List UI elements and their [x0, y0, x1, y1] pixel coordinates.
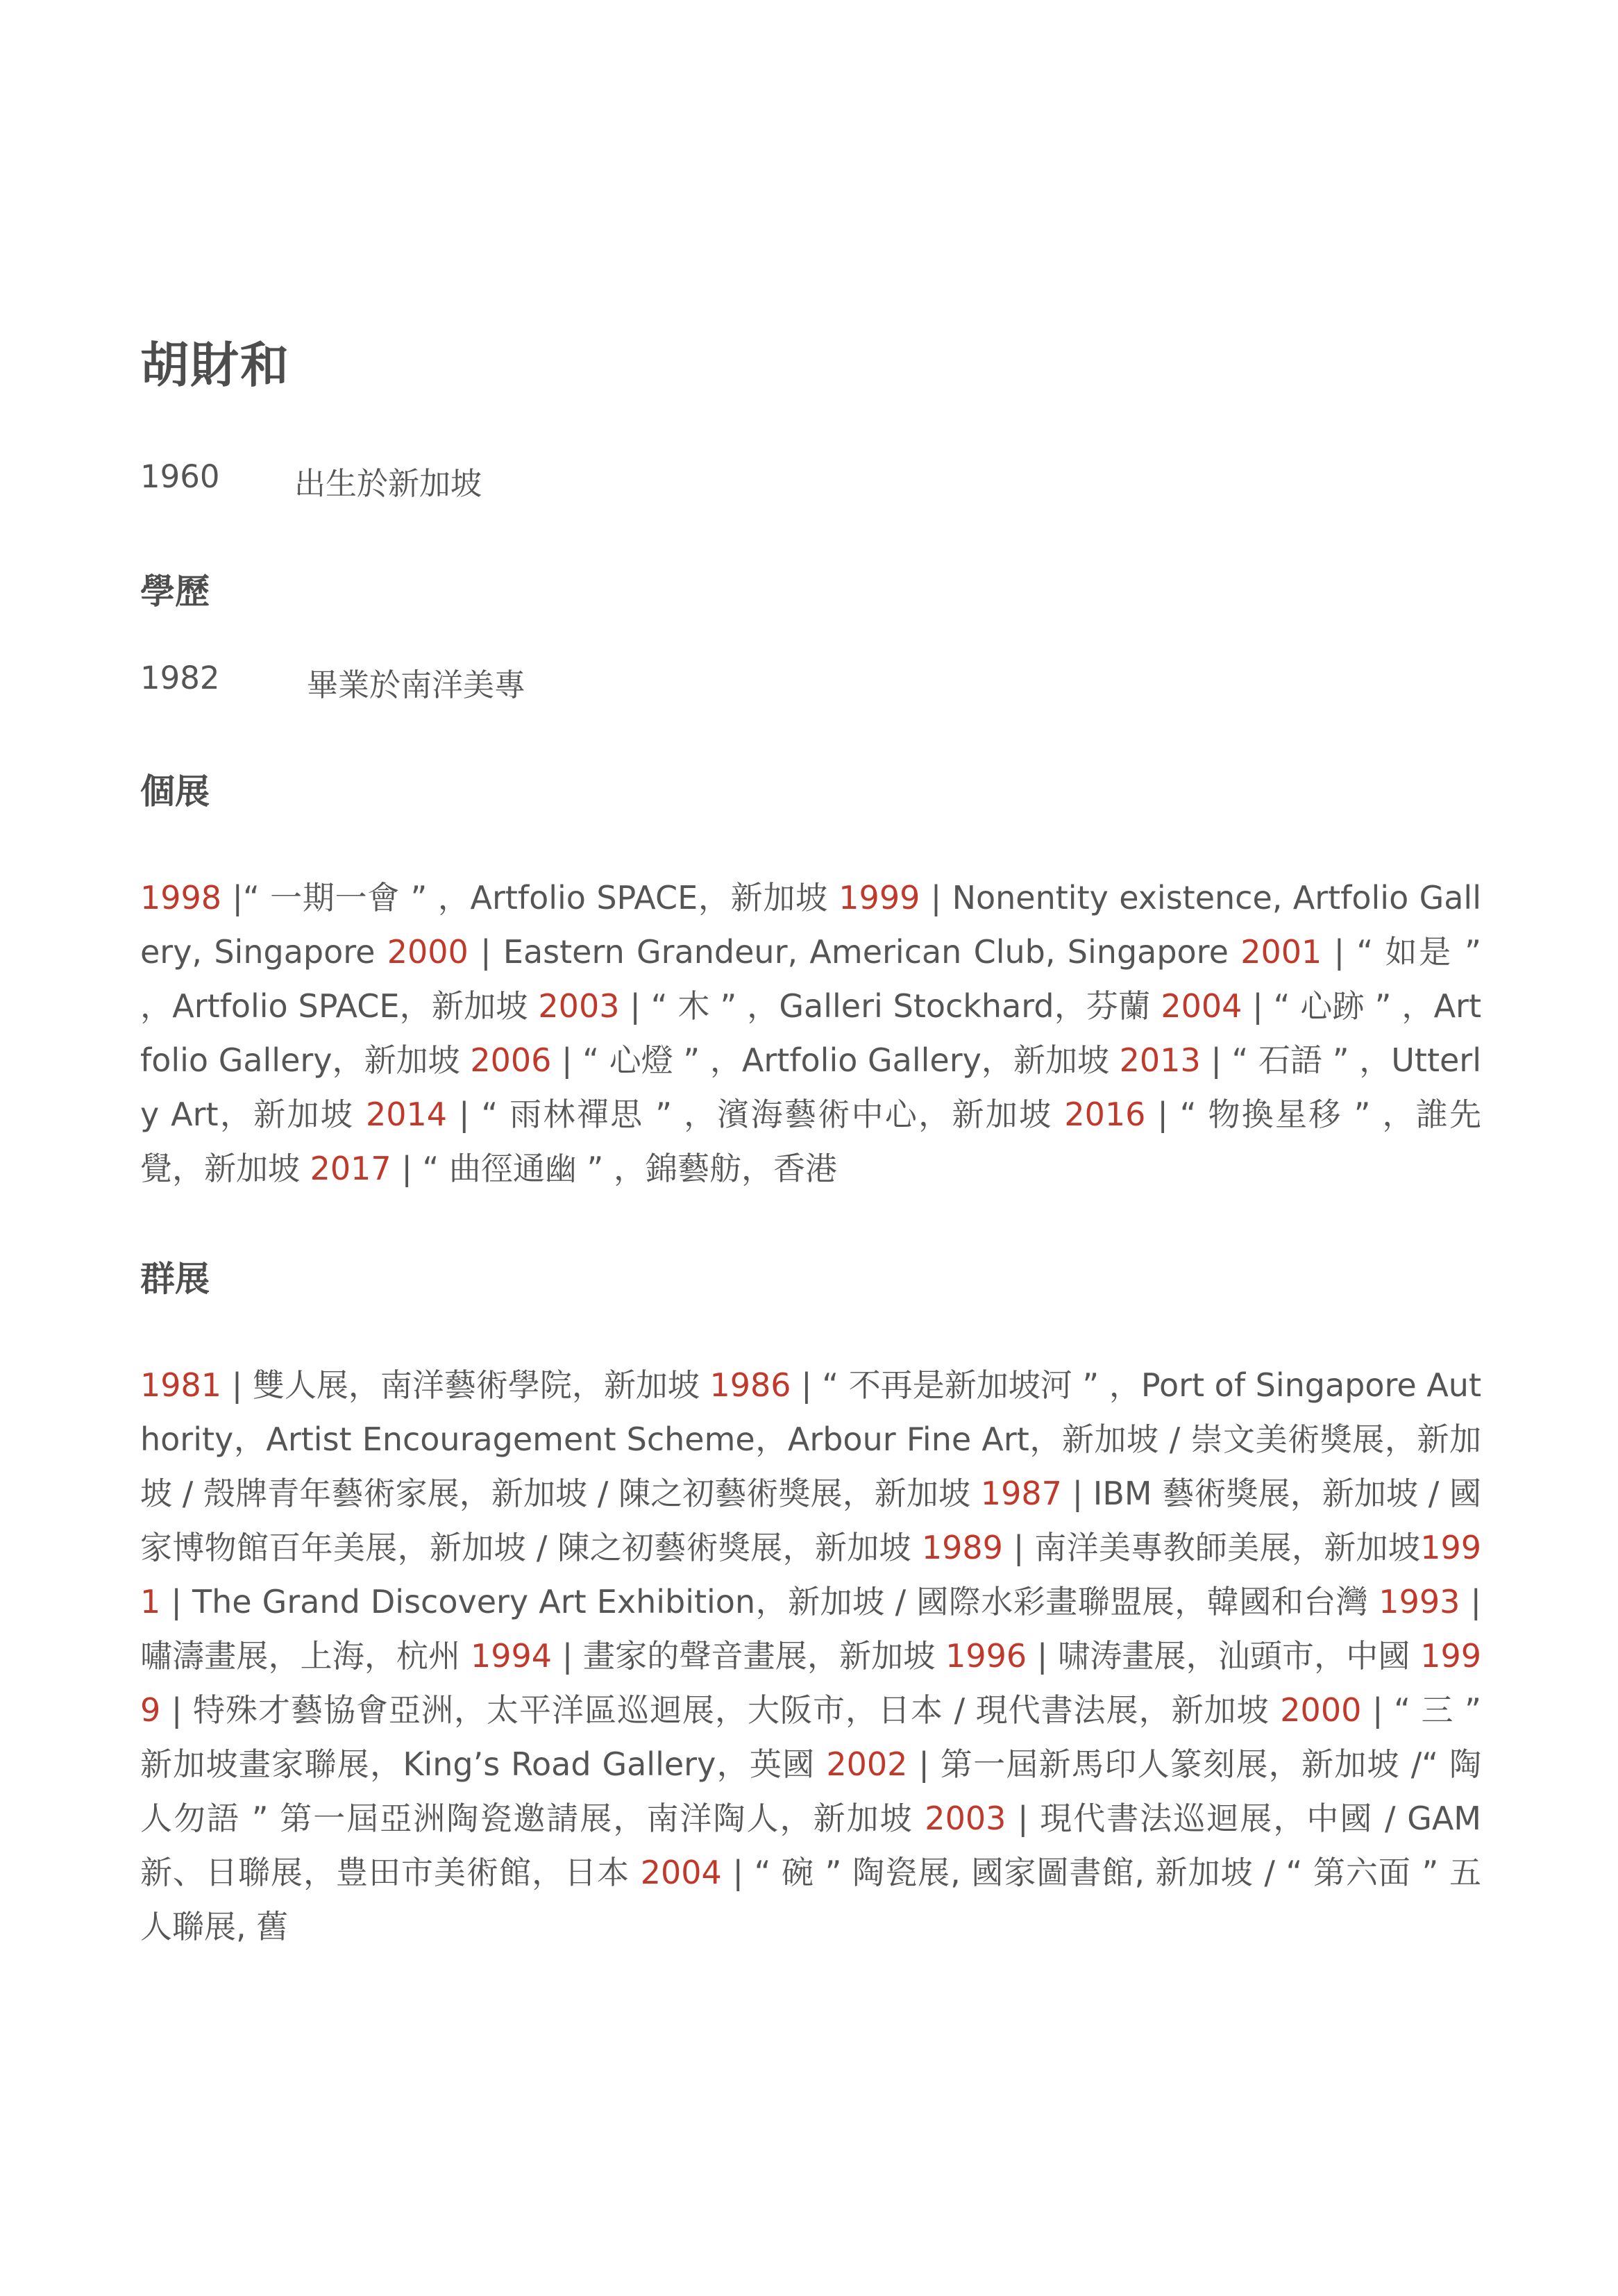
- solo-entry-text: | “ 曲徑通幽 ” ，錦藝舫，香港: [391, 1150, 837, 1187]
- group-entry-text: | IBM 藝術獎展，新加坡 / 國家博物館百年美展，新加坡 / 陳之初藝術獎展，新加坡: [140, 1475, 1481, 1566]
- solo-entry-year: 2000: [387, 933, 469, 971]
- group-entry-year: 1991: [140, 1529, 1481, 1620]
- birth-text: 出生於新加坡: [294, 465, 482, 502]
- education-heading: 學歷: [140, 571, 210, 612]
- group-entry-text: | The Grand Discovery Art Exhibition，新加坡 / 國際水彩畫聯盟展，韓國和台灣: [160, 1583, 1379, 1620]
- artist-name: 胡財和: [140, 337, 290, 394]
- group-entry-text: | “ 不再是新加坡河 ” ，Port of Singapore Authority，Artist Encouragement Scheme，Arbour Fine Art，新加坡 / 崇文美術獎展，新加坡 / 殼牌青年藝術家展，新加坡 / 陳之初藝術獎展，新加坡: [140, 1366, 1481, 1512]
- group-entry-year: 1986: [709, 1366, 791, 1404]
- group-entry-year: 1981: [140, 1366, 222, 1404]
- group-entry-year: 1993: [1379, 1583, 1460, 1620]
- group-entry-text: | 嘯濤畫展，上海，杭州: [140, 1583, 1481, 1675]
- group-entry-year: 2003: [925, 1800, 1006, 1837]
- group-exhibitions: [140, 1358, 1481, 1954]
- group-entry-text: | “ 三 ” 新加坡畫家聯展，King’s Road Gallery，英國: [140, 1691, 1481, 1783]
- solo-entry-year: 2006: [470, 1041, 552, 1079]
- group-entry-text: | 現代書法巡迴展，中國 / GAM 新、日聯展，豊田市美術館，日本: [140, 1800, 1481, 1891]
- solo-entry-text: | “ 雨林禪思 ” ，濱海藝術中心，新加坡: [447, 1096, 1065, 1133]
- education-year: 1982: [140, 660, 220, 696]
- solo-entry-year: 1999: [839, 879, 920, 916]
- solo-entry-year: 2001: [1240, 933, 1322, 971]
- solo-entry-text: |“ 一期一會 ” ，Artfolio SPACE，新加坡: [221, 879, 839, 916]
- group-heading: 群展: [140, 1259, 210, 1299]
- solo-entry-text: | “ 物換星移 ” ，誰先覺，新加坡: [140, 1096, 1481, 1187]
- solo-entry-text: | “ 木 ” ，Galleri Stockhard，芬蘭: [619, 987, 1161, 1025]
- group-entry-text: | 啸涛畫展，汕頭市，中國: [1027, 1637, 1421, 1675]
- group-entry-year: 2002: [826, 1745, 908, 1783]
- group-entry-text: | 特殊才藝協會亞洲，太平洋區巡迴展，大阪市，日本 / 現代書法展，新加坡: [160, 1691, 1281, 1729]
- group-entry-year: 2000: [1280, 1691, 1362, 1729]
- solo-entry-text: | Eastern Grandeur, American Club, Singapore: [468, 933, 1241, 971]
- group-entry-year: 1996: [945, 1637, 1027, 1675]
- group-entry-text: | 第一屆新馬印人篆刻展，新加坡 /“ 陶人勿語 ” 第一屆亞洲陶瓷邀請展，南洋陶人，新加坡: [140, 1745, 1481, 1837]
- birth-row: [140, 458, 482, 502]
- solo-entry-year: 2016: [1064, 1096, 1146, 1133]
- group-entry-year: 2004: [640, 1854, 722, 1891]
- group-entry-text: | 雙人展，南洋藝術學院，新加坡: [221, 1366, 710, 1404]
- group-entry-text: | “ 碗 ” 陶瓷展, 國家圖書館, 新加坡 / “ 第六面 ” 五人聯展, 舊: [140, 1854, 1482, 1945]
- group-entry-text: | 畫家的聲音畫展，新加坡: [552, 1637, 946, 1675]
- birth-year: 1960: [140, 458, 220, 495]
- solo-entry-year: 2013: [1119, 1041, 1201, 1079]
- solo-entry-year: 1998: [140, 879, 222, 916]
- group-entry-year: 1999: [140, 1637, 1481, 1729]
- solo-entry-text: | “ 石語 ” ，Utterly Art，新加坡: [140, 1041, 1481, 1133]
- solo-entry-text: | “ 心跡 ” ，Artfolio Gallery，新加坡: [140, 987, 1482, 1079]
- solo-entry-year: 2017: [310, 1150, 391, 1187]
- education-text: 畢業於南洋美專: [307, 667, 526, 703]
- solo-entry-year: 2004: [1161, 987, 1242, 1025]
- solo-entry-text: | “ 如是 ” ，Artfolio SPACE，新加坡: [140, 933, 1481, 1025]
- solo-entry-year: 2003: [538, 987, 620, 1025]
- solo-entry-text: | Nonentity existence, Artfolio Gallery, Singapore: [140, 879, 1481, 971]
- group-entry-year: 1989: [921, 1529, 1003, 1566]
- solo-entry-text: | “ 心燈 ” ，Artfolio Gallery，新加坡: [551, 1041, 1120, 1079]
- education-row: [140, 660, 526, 703]
- group-entry-year: 1994: [470, 1637, 553, 1675]
- group-entry-text: | 南洋美專教師美展，新加坡: [1002, 1529, 1421, 1566]
- group-entry-year: 1987: [980, 1475, 1062, 1512]
- solo-entry-year: 2014: [366, 1096, 448, 1133]
- solo-heading: 個展: [140, 771, 210, 812]
- solo-exhibitions: [140, 871, 1481, 1196]
